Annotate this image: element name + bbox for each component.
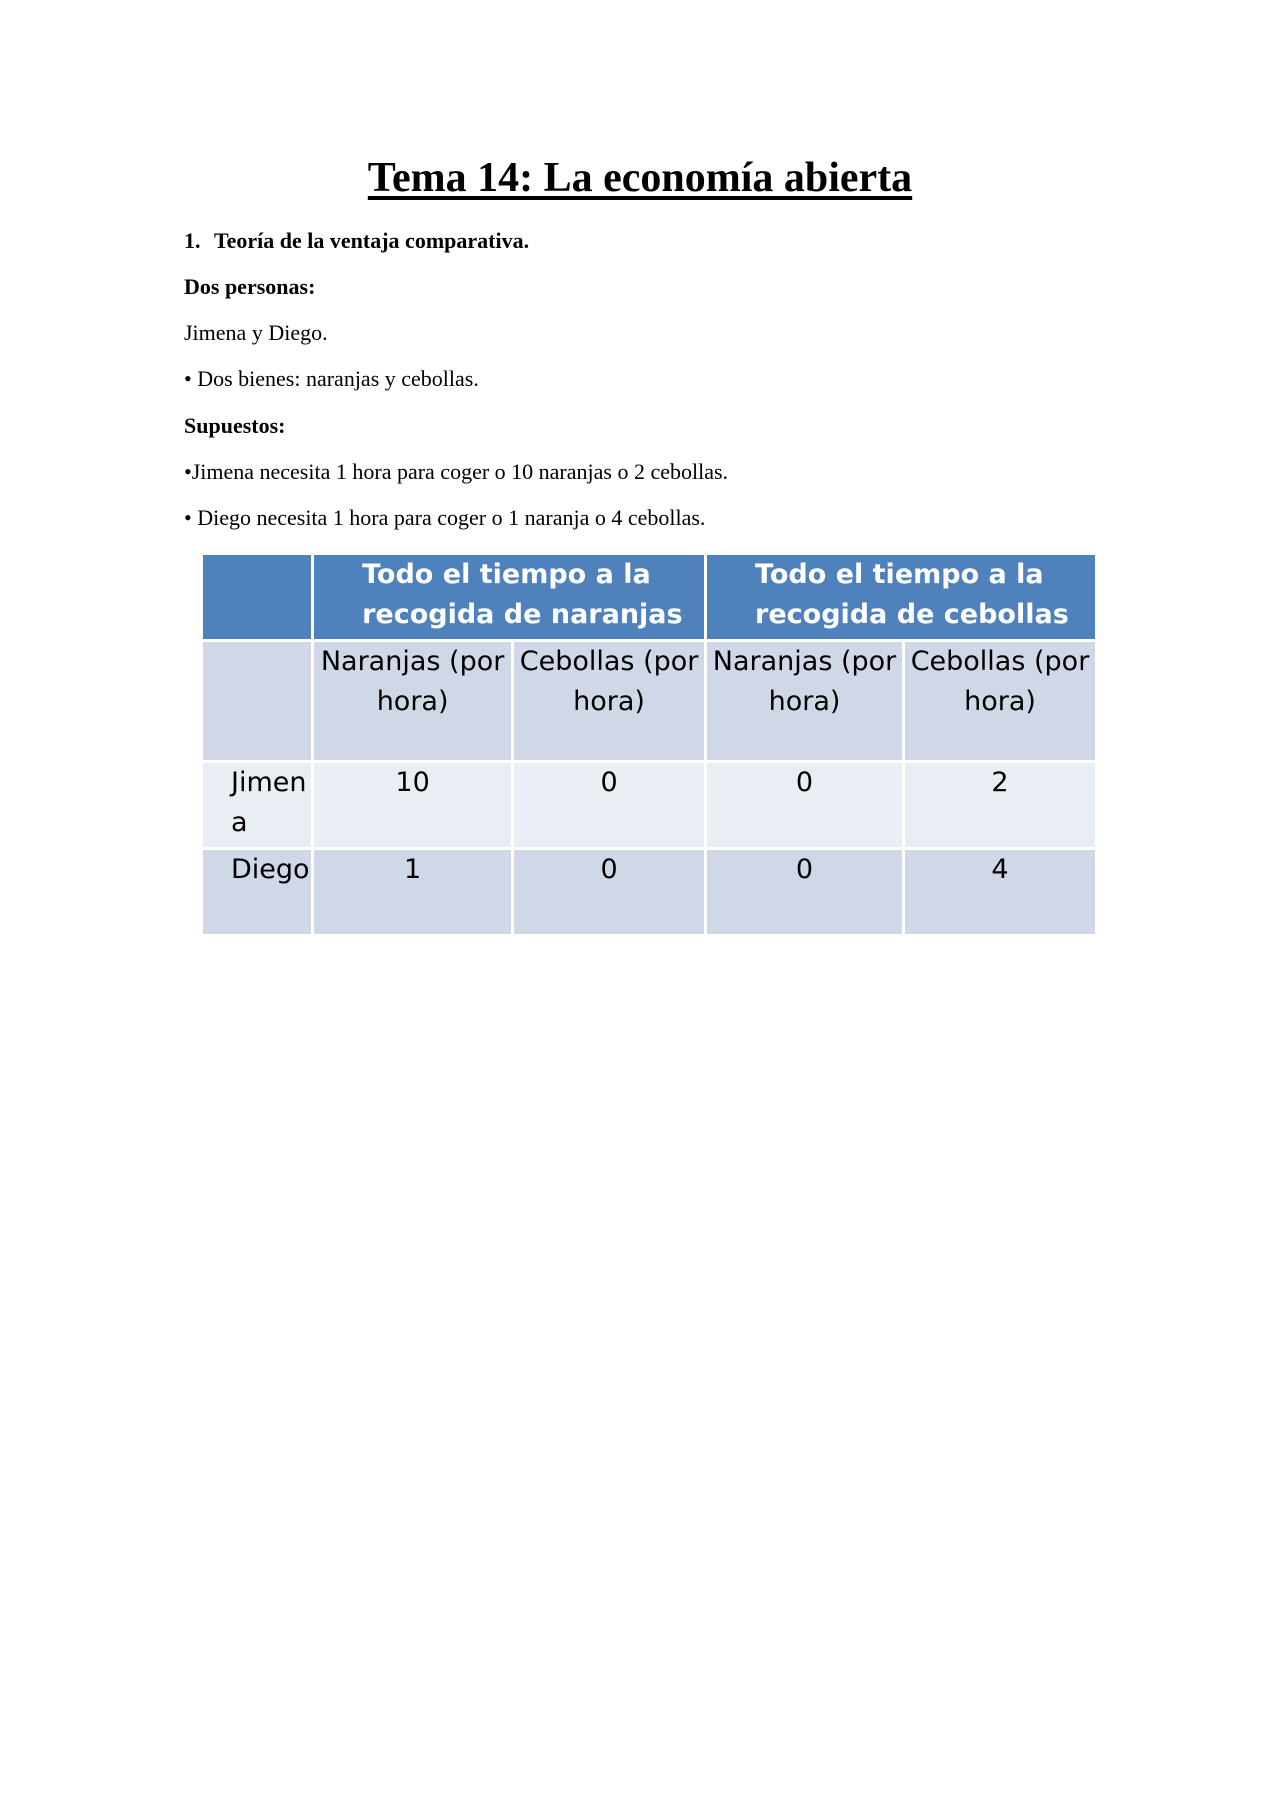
table-cell: 2 xyxy=(905,763,1095,847)
table-corner-cell xyxy=(203,555,311,639)
table-row xyxy=(203,763,1095,847)
table-cell: 0 xyxy=(514,850,704,934)
group-header-naranjas: Todo el tiempo a la recogida de naranjas xyxy=(314,555,704,639)
row-name-cell: Jimena xyxy=(203,763,311,847)
goods-text: • Dos bienes: naranjas y cebollas. xyxy=(184,366,479,391)
table-cell: 0 xyxy=(707,763,902,847)
assumption-diego: • Diego necesita 1 hora para coger o 1 naranja o 4 cebollas. xyxy=(184,505,706,530)
table-sub-corner-cell xyxy=(203,642,311,760)
section-heading xyxy=(184,226,529,256)
production-table xyxy=(200,552,1098,937)
sub-header-cell: Naranjas (por hora) xyxy=(707,642,902,760)
sub-header-cell: Cebollas (por hora) xyxy=(905,642,1095,760)
people-text: Jimena y Diego. xyxy=(184,320,328,345)
assumptions-heading: Supuestos: xyxy=(184,413,286,438)
table-row xyxy=(203,850,1095,934)
people-heading: Dos personas: xyxy=(184,274,316,299)
group-header-cebollas: Todo el tiempo a la recogida de cebollas xyxy=(707,555,1095,639)
table-cell: 10 xyxy=(314,763,511,847)
table-sub-header-row xyxy=(203,642,1095,760)
table-cell: 0 xyxy=(514,763,704,847)
table-cell: 4 xyxy=(905,850,1095,934)
production-table-wrapper xyxy=(200,552,1098,937)
section-heading-text: Teoría de la ventaja comparativa. xyxy=(214,228,530,253)
row-name-cell: Diego xyxy=(203,850,311,934)
assumption-jimena: •Jimena necesita 1 hora para coger o 10 naranjas o 2 cebollas. xyxy=(184,459,729,484)
table-cell: 0 xyxy=(707,850,902,934)
table-group-header-row xyxy=(203,555,1095,639)
sub-header-cell: Naranjas (por hora) xyxy=(314,642,511,760)
section-number: 1. xyxy=(184,228,201,253)
page-title: Tema 14: La economía abierta xyxy=(367,155,913,201)
sub-header-cell: Cebollas (por hora) xyxy=(514,642,704,760)
table-cell: 1 xyxy=(314,850,511,934)
